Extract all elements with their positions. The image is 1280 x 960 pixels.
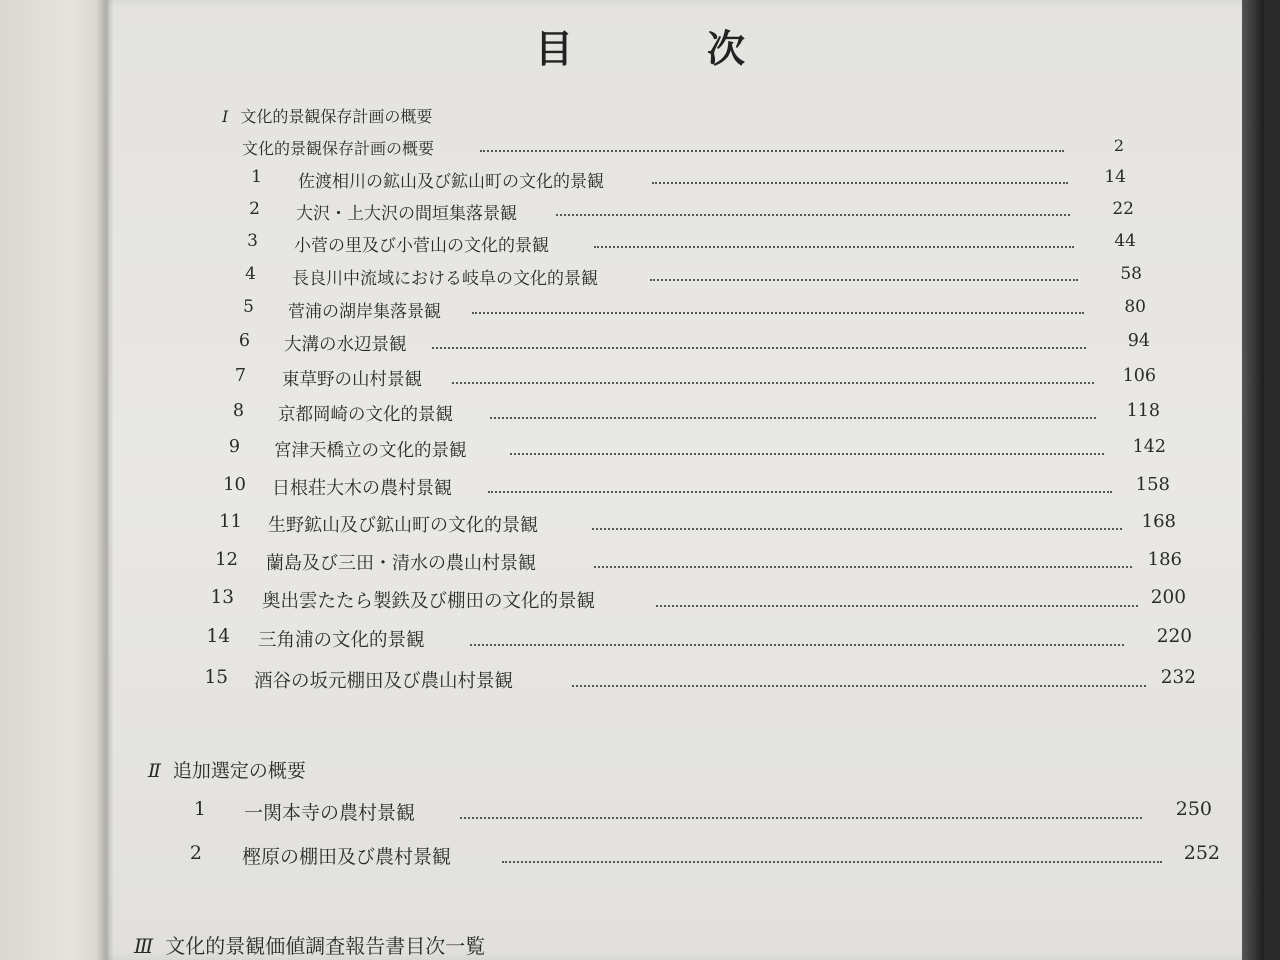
toc-entry-number: 12 [215,549,238,570]
dot-leader [652,180,1068,184]
toc-entry [0,549,1280,581]
dot-leader [490,415,1096,419]
toc-entry-number: 2 [249,199,260,219]
toc-entry-number: 3 [247,231,258,251]
toc-entry-label: 奥出雲たたら製鉄及び棚田の文化的景観 [262,591,596,612]
dot-leader [488,489,1112,493]
toc-entry [0,297,1280,329]
dot-leader [510,451,1104,455]
toc-entry-number: 2 [189,842,202,864]
toc-entry [0,798,1280,830]
section-3-title: 文化的景観価値調査報告書目次一覧 [165,934,486,958]
dot-leader [592,526,1122,530]
dot-leader [432,345,1086,349]
dot-leader [650,277,1078,281]
toc-entry-label: 菅浦の湖岸集落景観 [288,302,441,322]
dot-leader [572,683,1146,687]
toc-entry-page: 186 [1147,549,1182,570]
toc-entry [0,437,1280,469]
toc-entry-number: 1 [193,798,206,820]
toc-entry [0,366,1280,398]
toc-entry-label: 一関本寺の農村景観 [244,802,416,824]
toc-entry-page: 44 [1114,231,1136,251]
toc-entry-number: 15 [204,667,228,688]
toc-entry-page: 250 [1175,798,1212,820]
toc-entry [0,626,1280,658]
toc-entry-label: 日根荘大木の農村景観 [272,478,452,499]
toc-entry [0,231,1280,263]
toc-entry [0,199,1280,231]
toc-entry-label: 宮津天橋立の文化的景観 [274,441,467,461]
section-2-numeral: Ⅱ [148,760,161,782]
section-1-title: 文化的景観保存計画の概要 [240,107,433,126]
toc-entry-number: 4 [245,264,256,284]
toc-entry [0,401,1280,433]
toc-entry-number: 7 [234,366,246,386]
section-3-heading [134,930,485,959]
toc-entry-number: 13 [210,587,234,608]
toc-entry-page: 58 [1120,264,1142,284]
toc-entry-label: 大沢・上大沢の間垣集落景観 [296,204,517,224]
toc-entry-page: 200 [1150,587,1186,608]
section-1-heading [222,104,432,127]
toc-entry [0,667,1280,699]
toc-entry-page: 118 [1126,401,1160,421]
toc-entry-page: 142 [1132,437,1166,457]
toc-entry-label: 文化的景観保存計画の概要 [242,139,435,158]
dot-leader [594,244,1074,248]
dot-leader [480,148,1064,152]
toc-entry [0,331,1280,363]
toc-entry-label: 生野鉱山及び鉱山町の文化的景観 [268,515,538,536]
toc-entry-page: 106 [1122,366,1156,386]
toc-entry-page: 94 [1127,331,1150,351]
toc-entry-page: 168 [1141,511,1176,532]
dot-leader [502,859,1162,863]
toc-entry-page: 14 [1104,167,1126,187]
dot-leader [556,212,1070,216]
toc-entry [0,587,1280,619]
toc-entry-page: 2 [1113,136,1124,155]
toc-entry-overview [0,136,1280,168]
toc-entry-label: 小菅の里及び小菅山の文化的景観 [294,236,549,256]
section-1-numeral: Ⅰ [222,107,229,126]
toc-entry [0,167,1280,199]
toc-entry [0,264,1280,296]
dot-leader [656,603,1138,607]
section-3-numeral: Ⅲ [134,934,154,958]
section-2-heading [148,756,306,783]
toc-entry-number: 8 [232,401,244,421]
toc-entry-label: 酒谷の坂元棚田及び農山村景観 [254,671,514,692]
toc-entry-label: 三角浦の文化的景観 [258,630,425,651]
page-title: 目 次 [534,26,793,71]
toc-entry-number: 6 [238,331,250,351]
toc-entry-label: 蘭島及び三田・清水の農山村景観 [266,553,536,574]
toc-entry-page: 232 [1160,667,1196,688]
toc-entry-label: 京都岡崎の文化的景観 [278,405,453,425]
toc-entry [0,511,1280,543]
dot-leader [452,380,1094,384]
toc-entry-label: 東草野の山村景観 [282,370,422,390]
toc-entry-page: 220 [1156,626,1192,647]
toc-entry-number: 9 [228,437,240,457]
toc-entry-page: 158 [1135,474,1170,495]
toc-entry-number: 1 [251,167,262,187]
section-2-title: 追加選定の概要 [172,760,306,782]
dot-leader [470,642,1124,646]
toc-entry-label: 大溝の水辺景観 [284,335,407,355]
toc-entry-label: 樫原の棚田及び農村景観 [242,846,452,868]
toc-entry-number: 11 [219,511,242,532]
toc-entry-number: 14 [206,626,230,647]
toc-entry-number: 5 [243,297,254,317]
toc-entry-page: 80 [1124,297,1146,317]
dot-leader [472,310,1084,314]
toc-entry-page: 252 [1183,842,1220,864]
toc-entry-number: 10 [223,474,246,495]
toc-entry [0,842,1280,874]
toc-entry [0,474,1280,506]
toc-entry-page: 22 [1112,199,1134,219]
toc-entry-label: 長良川中流域における岐阜の文化的景観 [292,269,598,289]
toc-entry-label: 佐渡相川の鉱山及び鉱山町の文化的景観 [298,172,604,192]
dot-leader [460,815,1142,819]
dot-leader [594,564,1132,568]
